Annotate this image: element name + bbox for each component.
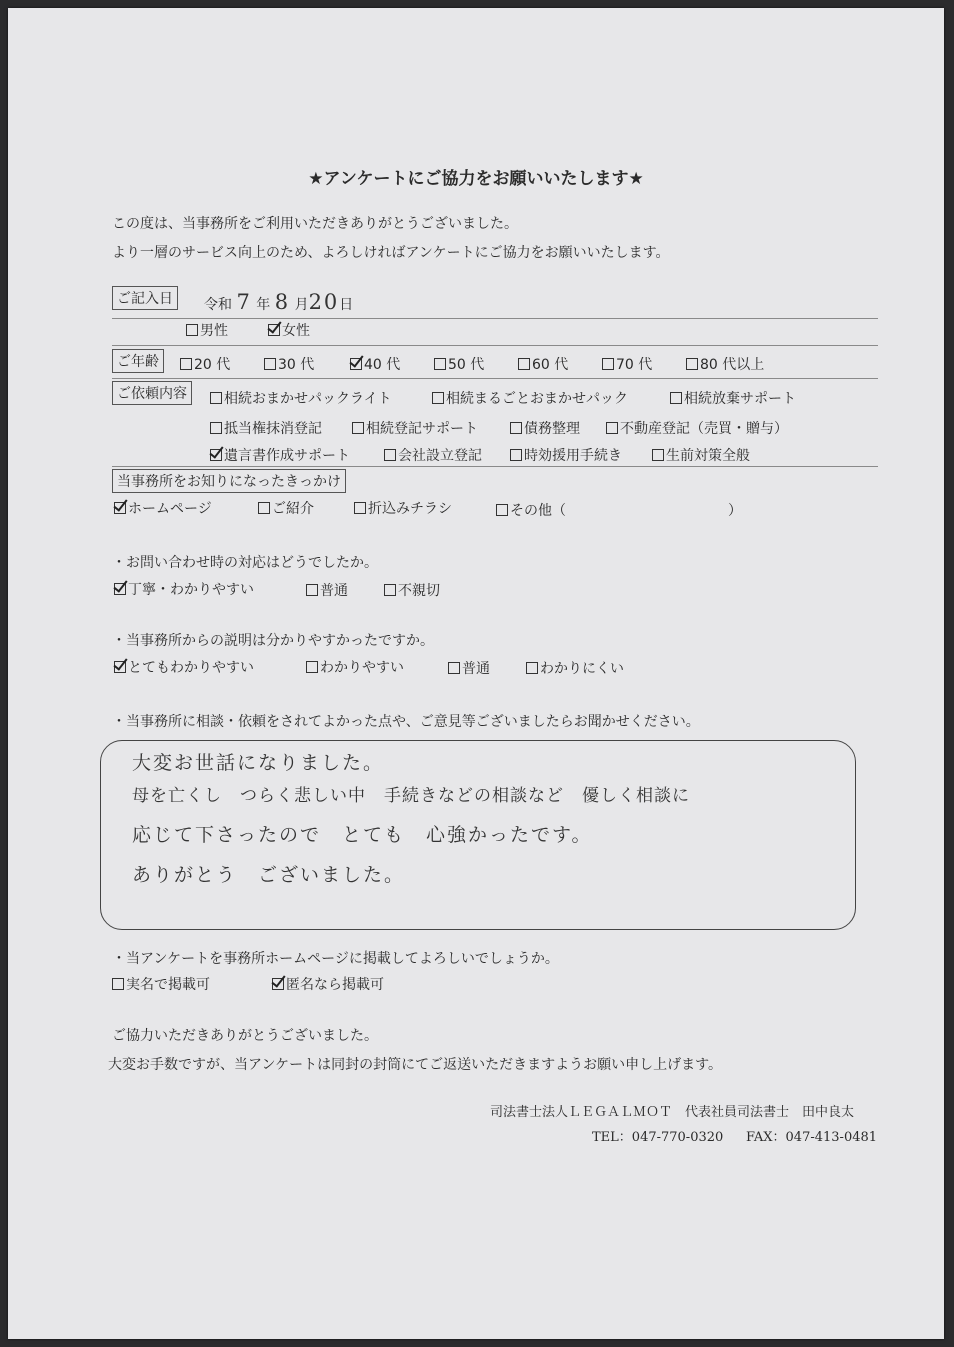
request-option[interactable] <box>510 418 580 438</box>
request-label-text: 相続登記サポート <box>366 421 478 437</box>
q2-option-normal[interactable] <box>448 658 490 678</box>
q1-label-text: 不親切 <box>398 583 440 599</box>
source-label-text: ホームページ <box>128 501 212 517</box>
checkbox-other[interactable] <box>496 504 508 516</box>
q1-label-text: 普通 <box>320 583 348 599</box>
checkbox-age-70[interactable] <box>602 358 614 370</box>
checkbox-age-60[interactable] <box>518 358 530 370</box>
survey-title: ★アンケートにご協力をお願いいたします★ <box>308 169 644 189</box>
request-label-text: 債務整理 <box>524 421 580 437</box>
gender-option-male[interactable] <box>186 320 228 340</box>
request-option[interactable] <box>210 418 322 438</box>
date-year-value: 7 <box>236 290 252 314</box>
request-label-text: 相続放棄サポート <box>684 391 796 407</box>
checkbox-age-30[interactable] <box>264 358 276 370</box>
checkbox-female[interactable] <box>268 324 280 336</box>
checkbox-q4-realname[interactable] <box>112 978 124 990</box>
divider <box>112 318 878 319</box>
checkbox-q1-normal[interactable] <box>306 584 318 596</box>
request-label-text: 不動産登記（売買・贈与） <box>620 421 788 437</box>
checkbox-age-40[interactable] <box>350 358 362 370</box>
age-option-80-plus[interactable] <box>686 354 764 374</box>
request-option[interactable] <box>510 445 622 465</box>
question-1: ・お問い合わせ時の対応はどうでしたか。 <box>112 555 378 571</box>
request-label-text: 生前対策全般 <box>666 448 750 464</box>
date-era: 令和 <box>204 297 232 313</box>
request-option-will[interactable] <box>210 445 350 465</box>
checkbox-request[interactable] <box>210 422 222 434</box>
question-4: ・当アンケートを事務所ホームページに掲載してよろしいでしょうか。 <box>112 951 559 967</box>
request-option[interactable] <box>210 388 392 408</box>
request-label-text: 会社設立登記 <box>398 448 482 464</box>
comment-line-2: 母を亡くし つらく悲しい中 手続きなどの相談など 優しく相談に <box>132 786 690 806</box>
checkbox-request[interactable] <box>432 392 444 404</box>
date-day-value: 20 <box>308 290 340 314</box>
checkbox-request[interactable] <box>352 422 364 434</box>
checkbox-q2-unclear[interactable] <box>526 662 538 674</box>
checkbox-referral[interactable] <box>258 502 270 514</box>
request-option[interactable] <box>670 388 796 408</box>
checkbox-age-20[interactable] <box>180 358 192 370</box>
comment-line-3: 応じて下さったので とても 心強かったです。 <box>132 824 593 846</box>
request-option[interactable] <box>352 418 478 438</box>
source-label-text: 折込みチラシ <box>368 501 452 517</box>
checkbox-request[interactable] <box>210 392 222 404</box>
checkbox-q2-very-clear[interactable] <box>114 661 126 673</box>
age-option-70[interactable] <box>602 354 652 374</box>
q2-label-text: わかりやすい <box>320 660 404 676</box>
request-label-text: 時効援用手続き <box>524 448 622 464</box>
date-day-unit: 日 <box>339 297 354 313</box>
gender-male-label: 男性 <box>200 323 228 339</box>
gender-option-female[interactable] <box>268 320 310 340</box>
age-option-50[interactable] <box>434 354 484 374</box>
date-label: ご記入日 <box>112 286 178 310</box>
checkbox-q2-normal[interactable] <box>448 662 460 674</box>
question-2: ・当事務所からの説明は分かりやすかったですか。 <box>112 633 434 649</box>
date-field <box>204 290 353 314</box>
q2-option-very-clear[interactable] <box>114 657 254 677</box>
q2-label-text: 普通 <box>462 661 490 677</box>
source-label: 当事務所をお知りになったきっかけ <box>112 469 346 493</box>
divider <box>112 345 878 346</box>
checkbox-request[interactable] <box>510 449 522 461</box>
request-label-text: 抵当権抹消登記 <box>224 421 322 437</box>
divider <box>112 466 878 467</box>
age-40-label: 40 代 <box>364 357 401 373</box>
divider <box>112 378 878 379</box>
checkbox-age-80[interactable] <box>686 358 698 370</box>
checkbox-request[interactable] <box>384 449 396 461</box>
source-option-other[interactable] <box>496 500 566 520</box>
checkbox-flyer[interactable] <box>354 502 366 514</box>
age-50-label: 50 代 <box>448 357 485 373</box>
checkbox-request[interactable] <box>606 422 618 434</box>
request-option[interactable] <box>384 445 482 465</box>
gender-female-label: 女性 <box>282 323 310 339</box>
checkbox-male[interactable] <box>186 324 198 336</box>
q1-label-text: 丁寧・わかりやすい <box>128 582 254 598</box>
age-label: ご年齢 <box>112 349 164 373</box>
checkbox-request[interactable] <box>652 449 664 461</box>
checkbox-q1-unkind[interactable] <box>384 584 396 596</box>
request-label: ご依頼内容 <box>112 381 192 405</box>
checkbox-q2-clear[interactable] <box>306 661 318 673</box>
fax-number: FAX：047-413-0481 <box>746 1130 878 1145</box>
date-year-unit: 年 <box>256 297 271 313</box>
firm-name: 司法書士法人ＬＥＧＡＬＭＯＴ 代表社員司法書士 田中良太 <box>490 1105 855 1120</box>
comment-line-4: ありがとう ございました。 <box>132 864 406 886</box>
q2-option-unclear[interactable] <box>526 658 624 678</box>
checkbox-q4-anonymous[interactable] <box>272 978 284 990</box>
request-option[interactable] <box>606 418 788 438</box>
age-20-label: 20 代 <box>194 357 231 373</box>
q4-option-realname[interactable] <box>112 974 210 994</box>
age-60-label: 60 代 <box>532 357 569 373</box>
source-option-homepage[interactable] <box>114 498 212 518</box>
q2-label-text: とてもわかりやすい <box>128 660 254 676</box>
q4-label-text: 匿名なら掲載可 <box>286 977 384 993</box>
q4-option-anonymous[interactable] <box>272 974 384 994</box>
date-month-value: 8 <box>274 290 291 314</box>
question-3: ・当事務所に相談・依頼をされてよかった点や、ご意見等ございましたらお聞かせください。 <box>112 714 700 730</box>
date-month-unit: 月 <box>294 297 309 313</box>
age-option-40[interactable] <box>350 354 400 374</box>
q1-option-normal[interactable] <box>306 580 348 600</box>
checkbox-request-will[interactable] <box>210 449 222 461</box>
checkbox-age-50[interactable] <box>434 358 446 370</box>
request-label-text: 相続おまかせパックライト <box>224 391 392 407</box>
q2-option-clear[interactable] <box>306 657 404 677</box>
age-option-30[interactable] <box>264 354 314 374</box>
source-option-flyer[interactable] <box>354 498 452 518</box>
intro-line-1: この度は、当事務所をご利用いただきありがとうございました。 <box>112 216 518 232</box>
thanks-line-1: ご協力いただきありがとうございました。 <box>112 1028 378 1044</box>
request-label-text: 遺言書作成サポート <box>224 448 350 464</box>
age-80-label: 80 代以上 <box>700 357 765 373</box>
q2-label-text: わかりにくい <box>540 661 624 677</box>
request-option[interactable] <box>652 445 750 465</box>
checkbox-q1-polite[interactable] <box>114 583 126 595</box>
age-30-label: 30 代 <box>278 357 315 373</box>
request-option[interactable] <box>432 388 628 408</box>
age-70-label: 70 代 <box>616 357 653 373</box>
source-other-close: ） <box>728 503 742 519</box>
phone-number: TEL：047-770-0320 <box>592 1130 724 1145</box>
request-label-text: 相続まるごとおまかせパック <box>446 391 628 407</box>
source-label-text: その他（ <box>510 503 566 519</box>
age-option-20[interactable] <box>180 354 230 374</box>
comment-line-1: 大変お世話になりました。 <box>132 752 385 774</box>
source-label-text: ご紹介 <box>272 501 314 517</box>
source-option-referral[interactable] <box>258 498 314 518</box>
q4-label-text: 実名で掲載可 <box>126 977 210 993</box>
intro-line-2: より一層のサービス向上のため、よろしければアンケートにご協力をお願いいたします。 <box>112 245 670 261</box>
q1-option-polite[interactable] <box>114 579 254 599</box>
age-option-60[interactable] <box>518 354 568 374</box>
checkbox-homepage[interactable] <box>114 502 126 514</box>
q1-option-unkind[interactable] <box>384 580 440 600</box>
survey-sheet <box>8 8 944 1339</box>
checkbox-request[interactable] <box>510 422 522 434</box>
thanks-line-2: 大変お手数ですが、当アンケートは同封の封筒にてご返送いただきますようお願い申し上げます。 <box>108 1057 723 1073</box>
checkbox-request[interactable] <box>670 392 682 404</box>
